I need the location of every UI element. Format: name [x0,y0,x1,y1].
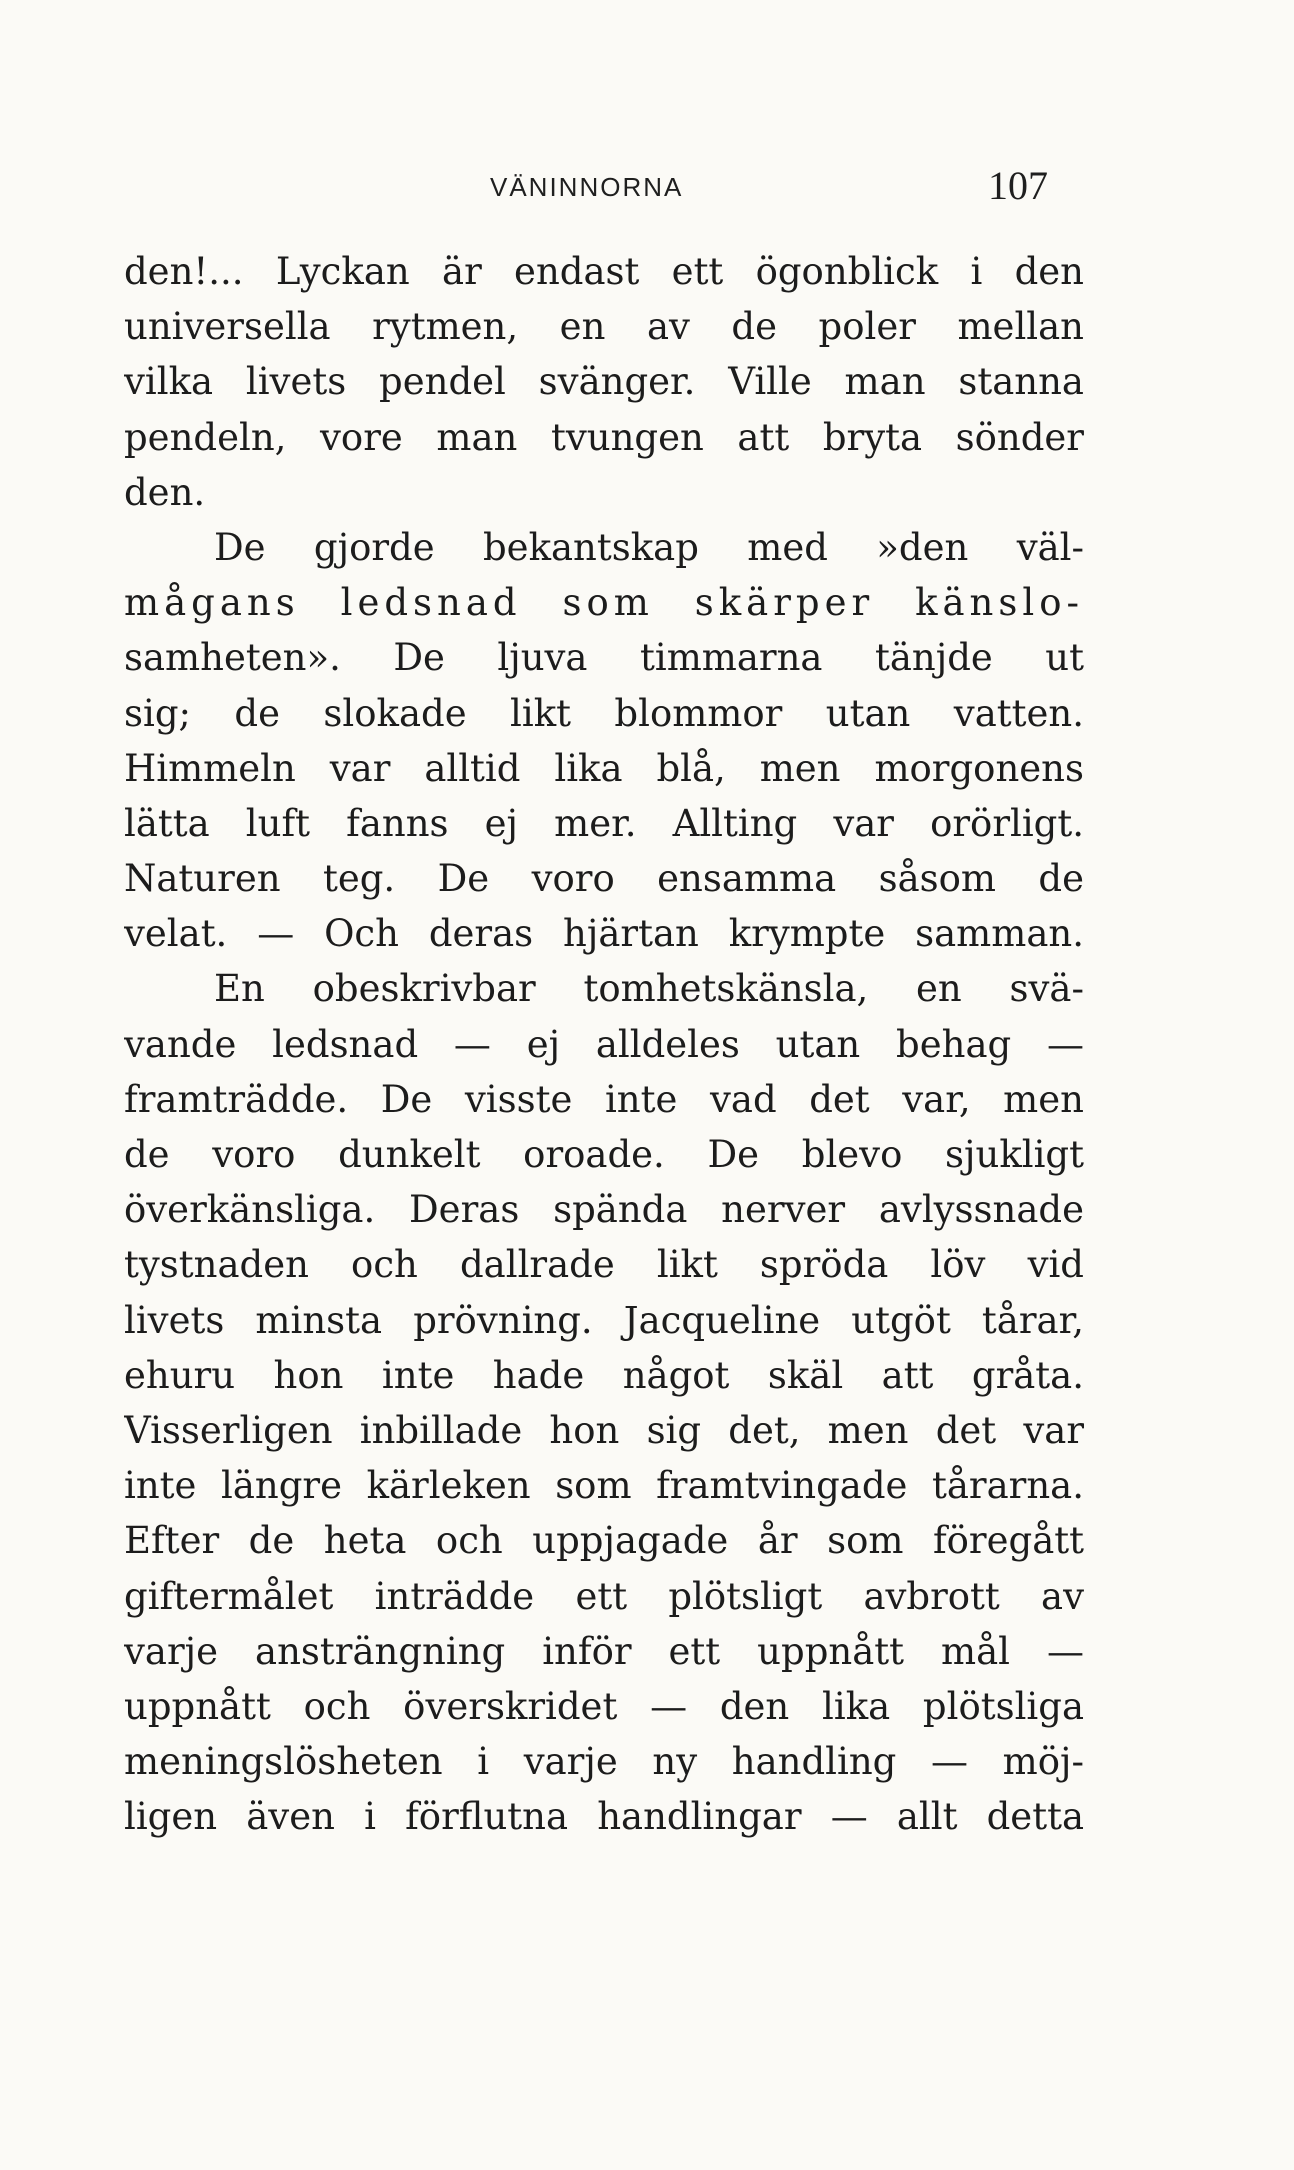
text-line: livets minsta prövning. Jacqueline utgöt tårar, [124,1298,1084,1342]
running-head-title: VÄNINNORNA [490,172,684,202]
text-line: vande ledsnad — ej alldeles utan behag — [124,1022,1084,1066]
text-line: meningslösheten i varje ny handling — möj- [124,1740,1084,1784]
body-text [124,244,1084,1844]
text-line: ligen även i förflutna handlingar — allt detta [124,1795,1084,1839]
text-line: pendeln, vore man tvungen att bryta sönder [124,415,1084,459]
text-line: giftermålet inträdde ett plötsligt avbrott av [124,1574,1084,1618]
text-line: framträdde. De visste inte vad det var, men [124,1077,1084,1121]
page-number: 107 [988,163,1048,208]
text-line: vilka livets pendel svänger. Ville man stanna [124,360,1084,404]
text-line: universella rytmen, en av de poler mellan [124,305,1084,349]
text-line: den. [124,470,206,514]
text-line: varje ansträngning inför ett uppnått mål — [124,1629,1084,1673]
text-line: Himmeln var alltid lika blå, men morgonens [124,746,1084,790]
text-line: tystnaden och dallrade likt spröda löv vid [124,1243,1084,1287]
text-line: de voro dunkelt oroade. De blevo sjukligt [124,1133,1084,1176]
text-line: Efter de heta och uppjagade år som föregått [124,1519,1084,1563]
text-line: De gjorde bekantskap med »den väl- [214,525,1084,569]
text-line: Naturen teg. De voro ensamma såsom de [124,857,1084,901]
text-line: uppnått och överskridet — den lika plötsliga [124,1684,1084,1728]
text-line: velat. — Och deras hjärtan krympte samman. [124,912,1084,956]
running-head [0,163,1294,218]
text-line: En obeskrivbar tomhetskänsla, en svä- [214,967,1084,1011]
text-line: Visserligen inbillade hon sig det, men det var [124,1408,1084,1452]
text-line: lätta luft fanns ej mer. Allting var orörligt. [124,801,1084,845]
text-line: sig; de slokade likt blommor utan vatten. [124,691,1084,735]
text-line: den!... Lyckan är endast ett ögonblick i den [124,250,1084,293]
text-line: ehuru hon inte hade något skäl att gråta. [124,1353,1084,1397]
text-line: mågans ledsnad som skärper känslo- [124,581,1084,625]
text-line: samheten». De ljuva timmarna tänjde ut [124,636,1084,680]
text-line: överkänsliga. Deras spända nerver avlyssnade [124,1188,1084,1232]
text-line: inte längre kärleken som framtvingade tårarna. [124,1464,1084,1508]
